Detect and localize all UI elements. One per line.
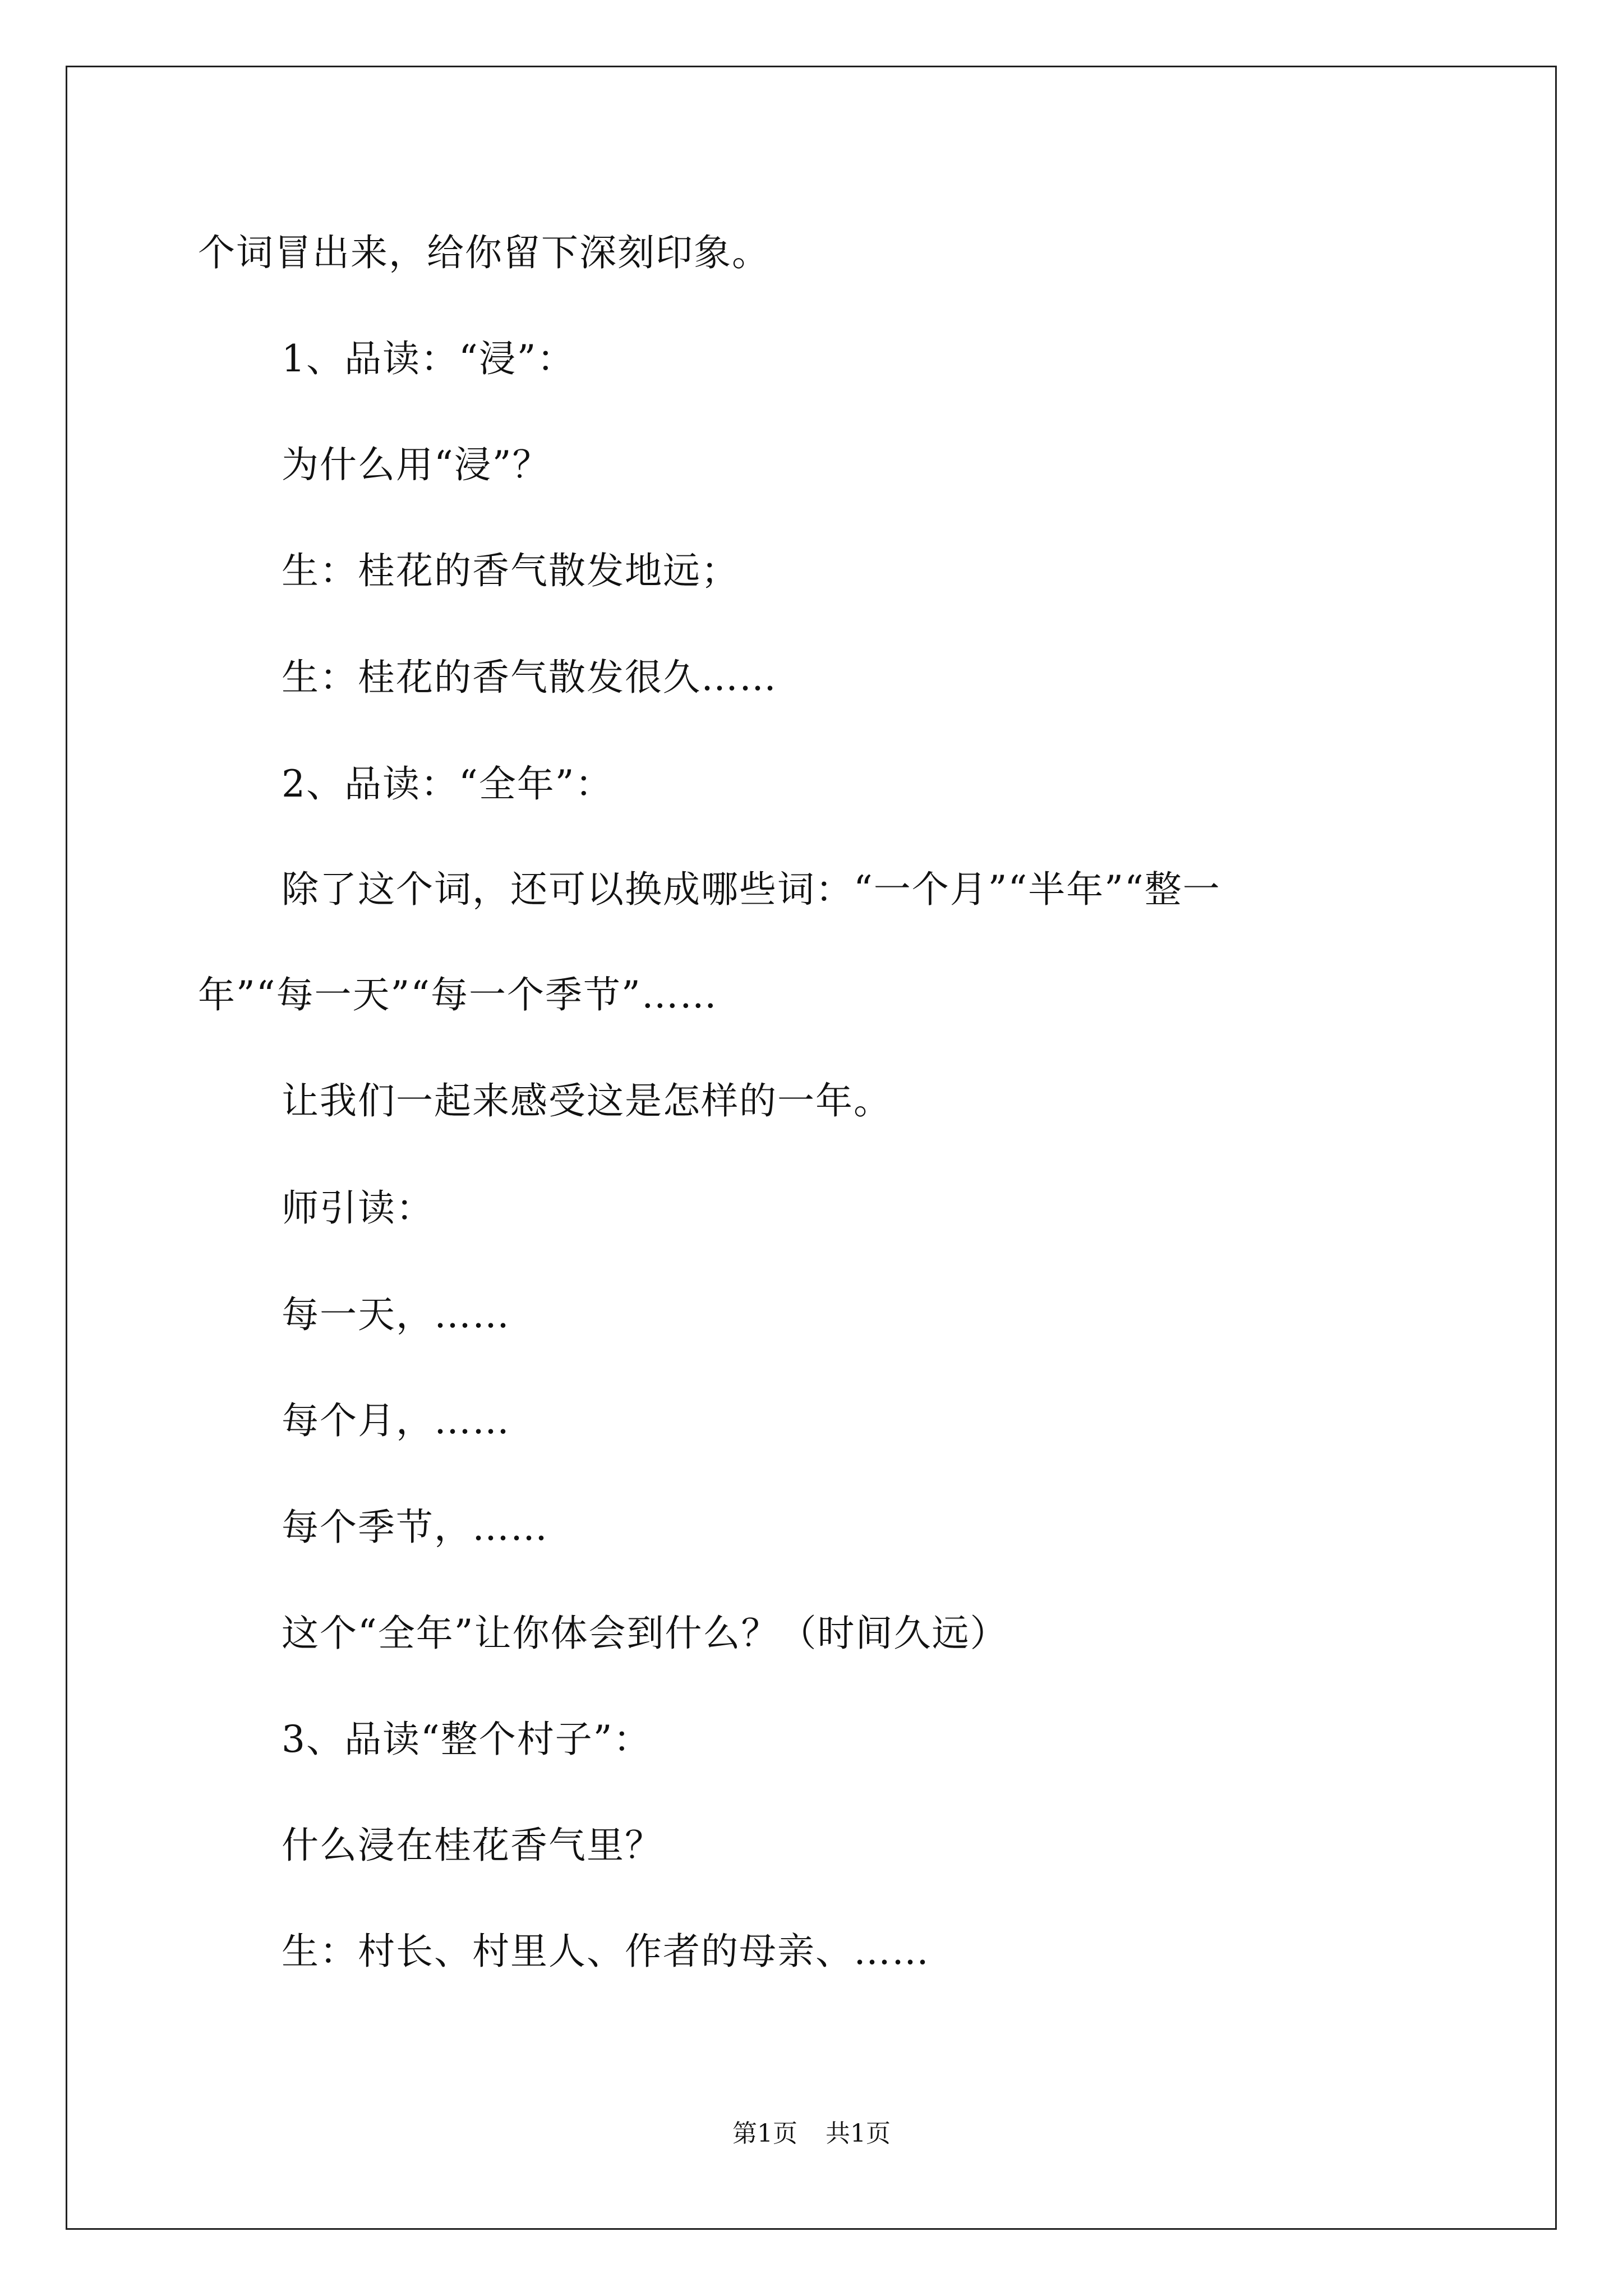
text-line: 个词冒出来，给你留下深刻印象。: [198, 231, 770, 274]
page-border: [66, 66, 1557, 2230]
page-footer: [0, 2119, 1623, 2148]
text-line: 每个季节，……: [282, 1506, 548, 1549]
text-line: 生：村长、村里人、作者的母亲、……: [282, 1930, 930, 1973]
text-line: 除了这个词，还可以换成哪些词：“一个月”“半年”“整一: [282, 868, 1221, 911]
text-line: 师引读：: [282, 1186, 434, 1230]
text-line: 年”“每一天”“每一个季节”……: [198, 973, 718, 1016]
current-page-label: 第1页: [732, 2119, 797, 2148]
text-line: 3、品读“整个村子”：: [282, 1718, 652, 1761]
text-line: 让我们一起来感受这是怎样的一年。: [282, 1079, 892, 1122]
text-line: 什么浸在桂花香气里？: [282, 1824, 663, 1867]
text-line: 生：桂花的香气散发很久……: [282, 656, 777, 699]
text-line: 每一天，……: [282, 1293, 510, 1336]
text-line: 2、品读：“全年”：: [282, 762, 614, 806]
text-line: 这个“全年”让你体会到什么？（时间久远）: [282, 1612, 1008, 1655]
total-pages-label: 共1页: [826, 2119, 891, 2148]
text-line: 生：桂花的香气散发地远；: [282, 549, 739, 592]
text-line: 每个月，……: [282, 1399, 510, 1442]
text-line: 1、品读：“浸”：: [282, 337, 575, 380]
text-line: 为什么用“浸”？: [282, 443, 551, 486]
